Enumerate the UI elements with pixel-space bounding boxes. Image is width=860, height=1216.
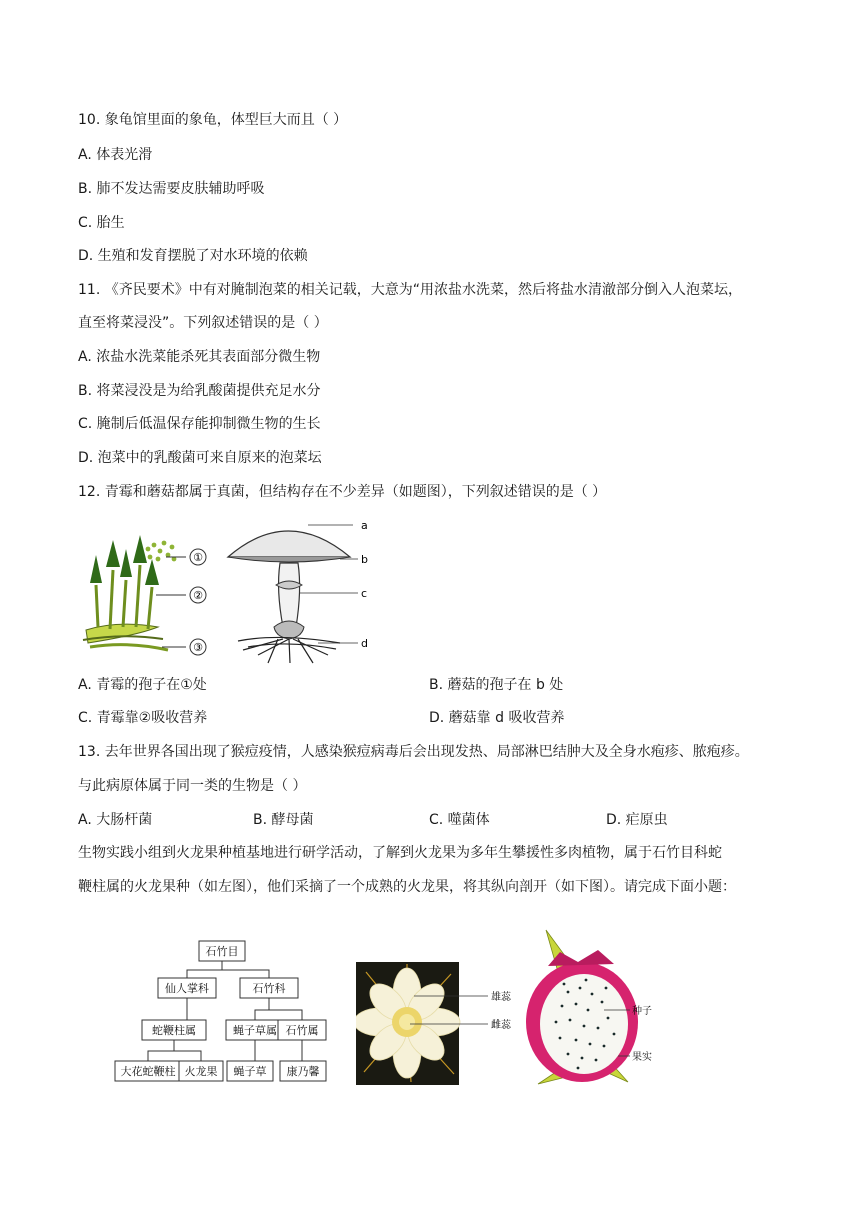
- fruit-label-fruit: 果实: [632, 1052, 652, 1063]
- flower-label-stamen: 雄蕊: [491, 992, 511, 1003]
- passage-line1: 生物实践小组到火龙果种植基地进行研学活动，了解到火龙果为多年生攀援性多肉植物，属于石竹目科蛇: [78, 845, 722, 861]
- q10-stem: 10. 象龟馆里面的象龟，体型巨大而且（ ）: [78, 112, 348, 128]
- tree-genus-selenicereus: 蛇鞭柱属: [152, 1024, 196, 1037]
- classification-tree: [112, 938, 337, 1086]
- q11-option-c[interactable]: C. 腌制后低温保存能抑制微生物的生长: [78, 416, 321, 432]
- mushroom-drawing: [228, 519, 368, 663]
- q11-option-a[interactable]: A. 浓盐水洗菜能杀死其表面部分微生物: [78, 349, 321, 365]
- q11-option-d[interactable]: D. 泡菜中的乳酸菌可来自原来的泡菜坛: [78, 450, 322, 466]
- penicillium-label-1: ①: [193, 551, 203, 564]
- q11-option-b[interactable]: B. 将菜浸没是为给乳酸菌提供充足水分: [78, 383, 321, 399]
- q13-stem-line2: 与此病原体属于同一类的生物是（ ）: [78, 778, 307, 794]
- mushroom-label-c: c: [361, 587, 368, 600]
- fruit-label-seed: 种子: [632, 1006, 652, 1017]
- q12-option-b[interactable]: B. 蘑菇的孢子在 b 处: [429, 677, 564, 693]
- tree-family-cactaceae: 仙人掌科: [165, 982, 209, 995]
- q13-option-c[interactable]: C. 噬菌体: [429, 812, 490, 828]
- tree-order: 石竹目: [205, 945, 239, 958]
- q13-stem-line1: 13. 去年世界各国出现了猴痘疫情，人感染猴痘病毒后会出现发热、局部淋巴结肿大及全身水疱疹、脓疱疹。: [78, 744, 749, 760]
- fruit-flesh: [540, 974, 628, 1074]
- fungi-figure: [78, 515, 378, 665]
- q10-option-b[interactable]: B. 肺不发达需要皮肤辅助呼吸: [78, 181, 265, 197]
- q12-option-c[interactable]: C. 青霉靠②吸收营养: [78, 710, 208, 726]
- q10-option-c[interactable]: C. 胎生: [78, 215, 125, 231]
- tree-species-silene: 蝇子草: [233, 1065, 267, 1078]
- q12-option-a[interactable]: A. 青霉的孢子在①处: [78, 677, 207, 693]
- penicillium-label-2: ②: [193, 589, 203, 602]
- tree-species-carnation: 康乃馨: [286, 1065, 320, 1078]
- tree-species-big-flower: 大花蛇鞭柱: [120, 1065, 176, 1078]
- q10-option-d[interactable]: D. 生殖和发育摆脱了对水环境的依赖: [78, 248, 308, 264]
- mushroom-label-a: a: [361, 519, 368, 532]
- flower-figure: [356, 962, 516, 1085]
- q11-stem-line1: 11. 《齐民要术》中有对腌制泡菜的相关记载，大意为“用浓盐水洗菜，然后将盐水清澈部分倒入人泡菜坛，: [78, 282, 742, 298]
- q13-option-d[interactable]: D. 疟原虫: [606, 812, 668, 828]
- tree-species-dragon-fruit: 火龙果: [184, 1065, 218, 1078]
- flower-label-pistil: 雌蕊: [491, 1020, 511, 1031]
- q12-stem: 12. 青霉和蘑菇都属于真菌，但结构存在不少差异（如题图），下列叙述错误的是（ ）: [78, 484, 607, 500]
- q13-option-b[interactable]: B. 酵母菌: [253, 812, 314, 828]
- tree-genus-silene: 蝇子草属: [233, 1024, 277, 1037]
- penicillium-label-3: ③: [193, 641, 203, 654]
- tree-family-caryophyllaceae: 石竹科: [252, 982, 286, 995]
- q12-option-d[interactable]: D. 蘑菇靠 d 吸收营养: [429, 710, 565, 726]
- q13-option-a[interactable]: A. 大肠杆菌: [78, 812, 153, 828]
- passage-line2: 鞭柱属的火龙果种（如左图），他们采摘了一个成熟的火龙果，将其纵向剖开（如下图）。请完成下面小题：: [78, 879, 736, 895]
- penicillium-drawing: [83, 535, 206, 655]
- mushroom-label-b: b: [361, 553, 368, 566]
- q10-option-a[interactable]: A. 体表光滑: [78, 147, 153, 163]
- tree-genus-dianthus: 石竹属: [285, 1024, 319, 1037]
- q11-stem-line2: 直至将菜浸没”。下列叙述错误的是（ ）: [78, 315, 328, 331]
- mushroom-label-d: d: [361, 637, 368, 650]
- dragon-fruit-figure: [518, 922, 668, 1090]
